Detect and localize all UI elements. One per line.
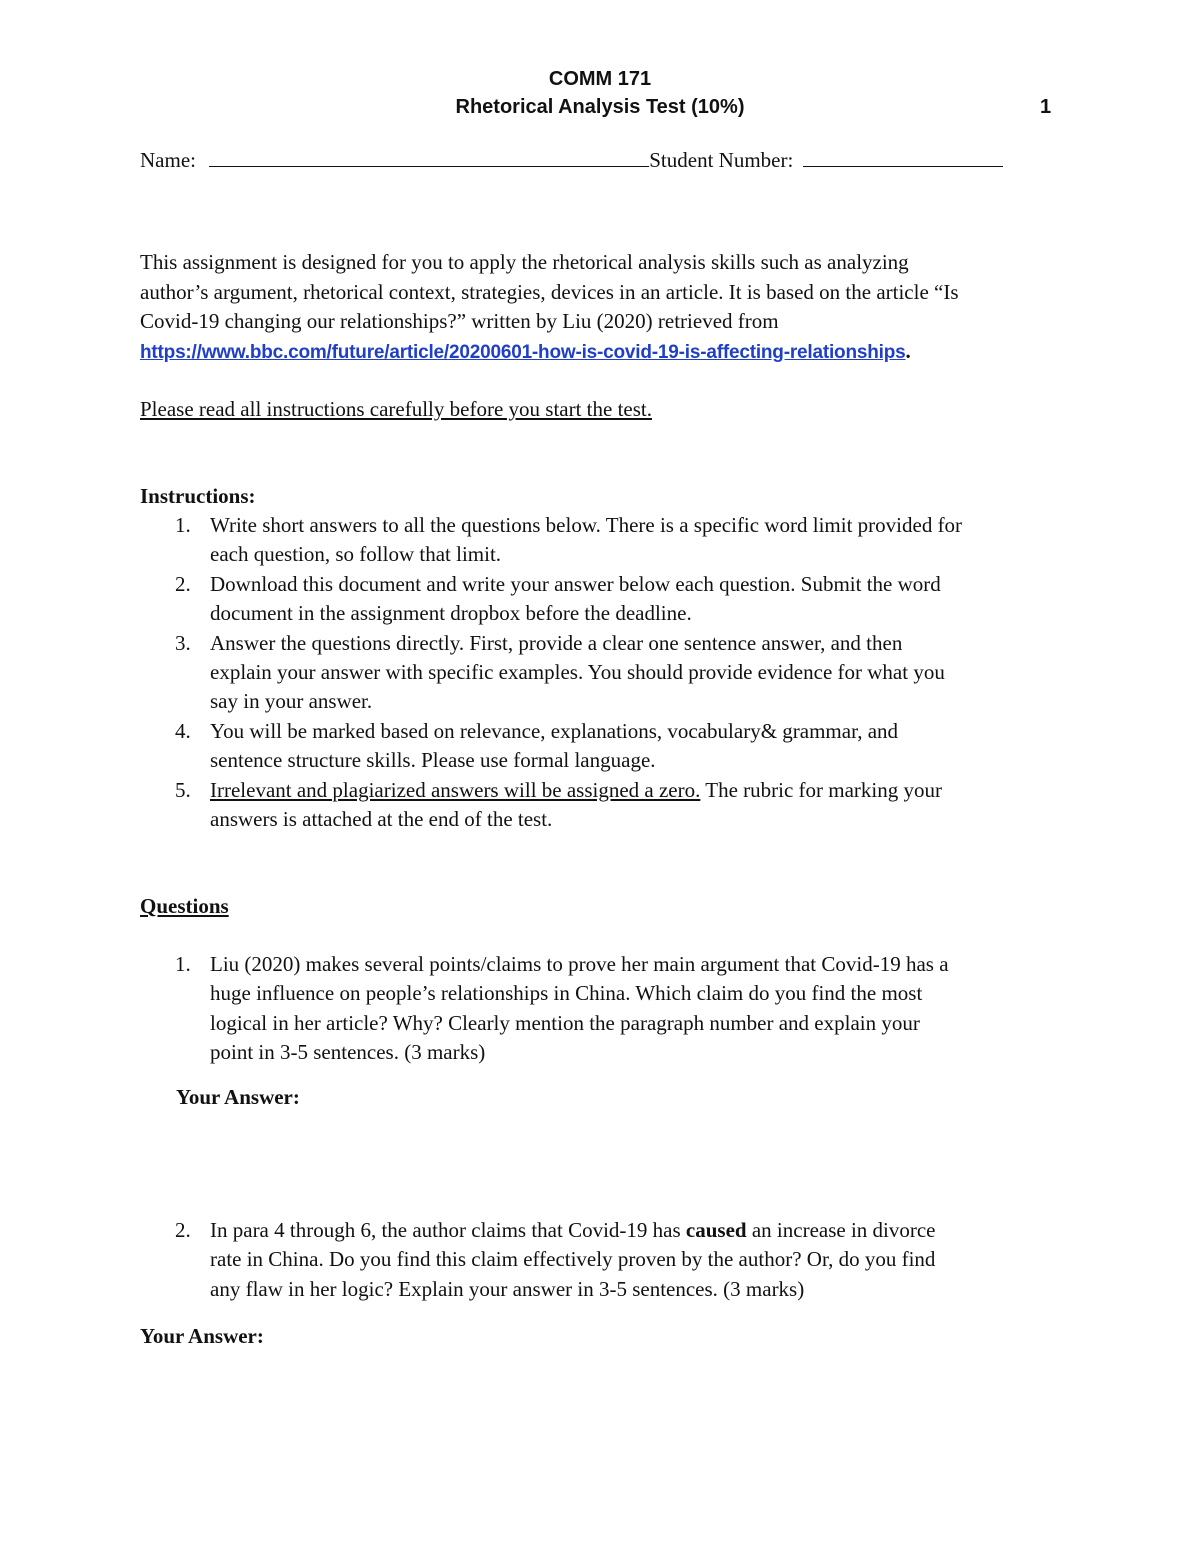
item-text: You will be marked based on relevance, explanations, vocabulary& grammar, and	[210, 718, 899, 743]
question-number: 2.	[175, 1218, 191, 1242]
name-label: Name:	[140, 148, 196, 172]
item-text: say in your answer.	[210, 689, 373, 714]
intro-line-4	[140, 337, 911, 367]
item-text: Download this document and write your answer below each question. Submit the word	[210, 571, 941, 596]
item-number: 3.	[175, 630, 191, 655]
item-text: explain your answer with specific examples. You should provide evidence for what you	[210, 660, 945, 685]
read-instructions-note: Please read all instructions carefully before you start the test.	[140, 397, 652, 421]
instruction-item	[140, 570, 1100, 629]
instruction-item	[140, 629, 1100, 717]
item-text	[210, 776, 1100, 805]
instruction-item	[140, 717, 1100, 776]
item-number: 2.	[175, 571, 191, 596]
zero-warning: Irrelevant and plagiarized answers will be assigned a zero.	[210, 777, 701, 802]
name-blank-line[interactable]	[209, 146, 649, 167]
question-text: Liu (2020) makes several points/claims to prove her main argument that Covid-19 has a	[210, 952, 949, 976]
intro-line-1: This assignment is designed for you to apply the rhetorical analysis skills such as analyzing	[140, 250, 909, 274]
item-number: 5.	[175, 777, 191, 802]
question-text: rate in China. Do you find this claim effectively proven by the author? Or, do you find	[210, 1247, 936, 1272]
questions-list-2	[140, 1216, 1100, 1304]
answer-label-2: Your Answer:	[140, 1324, 264, 1348]
instructions-heading: Instructions:	[140, 484, 256, 508]
instructions-list	[140, 511, 1100, 834]
instruction-item	[140, 511, 1100, 570]
question-text: any flaw in her logic? Explain your answer in 3-5 sentences. (3 marks)	[210, 1276, 805, 1301]
item-text: Write short answers to all the questions below. There is a specific word limit provided for	[210, 513, 963, 537]
item-text: answers is attached at the end of the test.	[210, 807, 553, 832]
document-title: Rhetorical Analysis Test (10%)	[455, 96, 745, 118]
question-1	[140, 950, 1100, 1068]
student-number-label: Student Number:	[649, 148, 794, 172]
question-2	[140, 1216, 1100, 1304]
item-number: 4.	[175, 718, 191, 743]
question-text-part: an increase in divorce	[746, 1218, 936, 1242]
question-text-part: In para 4 through 6, the author claims that Covid-19 has	[210, 1218, 686, 1242]
questions-heading: Questions	[140, 894, 229, 918]
student-number-blank-line[interactable]	[803, 146, 1003, 167]
intro-line-2: author’s argument, rhetorical context, strategies, devices in an article. It is based on the article “Is	[140, 279, 959, 304]
answer-area-1[interactable]	[176, 1118, 1076, 1198]
question-number: 1.	[175, 952, 191, 976]
item-text: Answer the questions directly. First, provide a clear one sentence answer, and then	[210, 630, 903, 655]
question-text	[210, 1216, 1100, 1245]
answer-area-2[interactable]	[140, 1358, 1080, 1508]
page-number: 1	[1040, 96, 1052, 118]
item-number: 1.	[175, 513, 191, 537]
instruction-item	[140, 776, 1100, 835]
question-text: point in 3-5 sentences. (3 marks)	[210, 1040, 486, 1065]
emphasis-caused: caused	[685, 1218, 747, 1242]
intro-line-3: Covid-19 changing our relationships?” written by Liu (2020) retrieved from	[140, 309, 779, 333]
question-text: logical in her article? Why? Clearly mention the paragraph number and explain your	[210, 1010, 920, 1035]
item-text: document in the assignment dropbox before the deadline.	[210, 601, 692, 626]
item-text: sentence structure skills. Please use formal language.	[210, 748, 656, 773]
question-text: huge influence on people’s relationships in China. Which claim do you find the most	[210, 981, 923, 1006]
answer-label-1: Your Answer:	[176, 1085, 300, 1109]
item-text-rest: The rubric for marking your	[700, 777, 942, 802]
course-code: COMM 171	[548, 68, 652, 90]
item-text: each question, so follow that limit.	[210, 542, 502, 567]
name-field-row	[140, 146, 1003, 175]
url-suffix: .	[905, 338, 911, 363]
article-link[interactable]: https://www.bbc.com/future/article/20200601-how-is-covid-19-is-affecting-relationships	[140, 341, 906, 363]
questions-list	[140, 950, 1100, 1068]
